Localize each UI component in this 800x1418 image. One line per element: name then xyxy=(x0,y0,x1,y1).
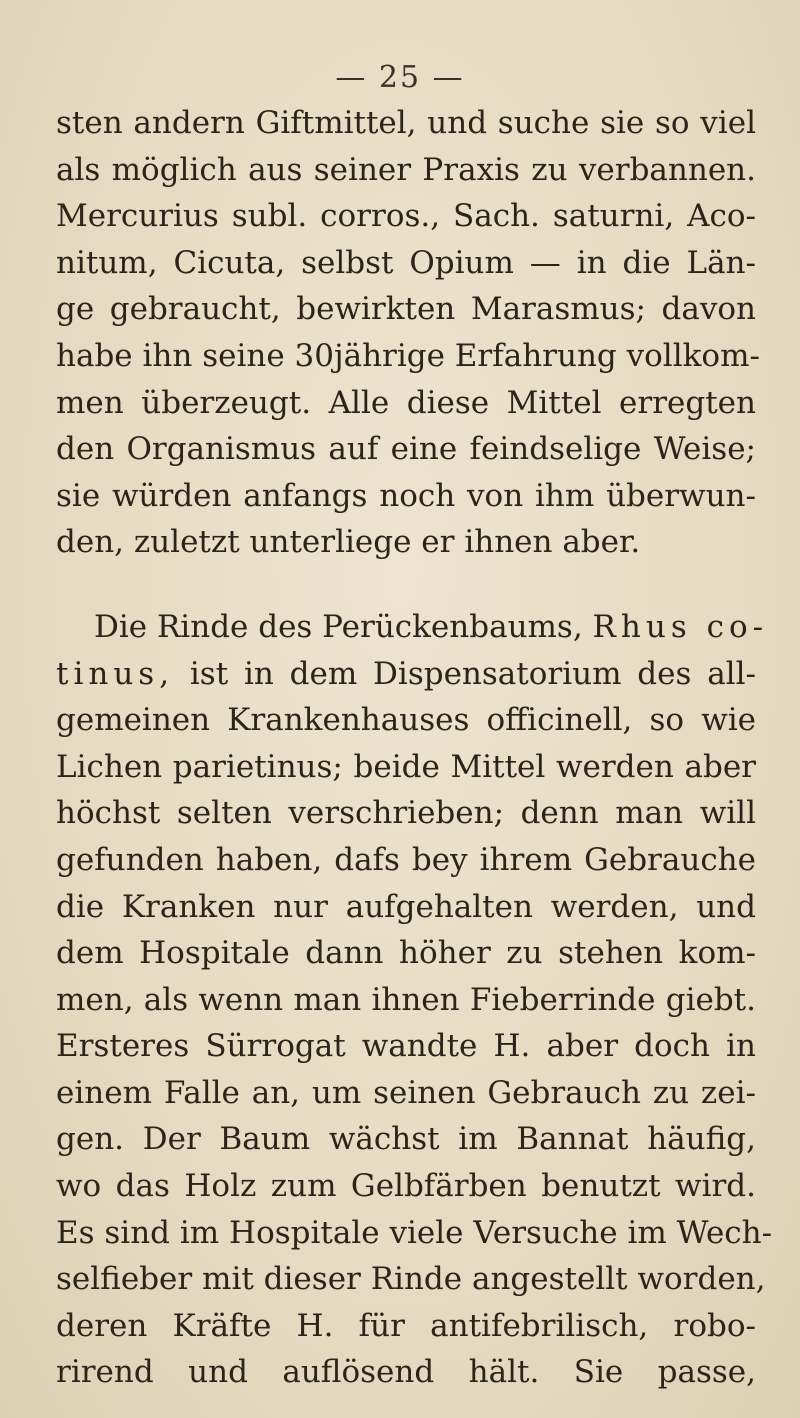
text-line: sten andern Giftmittel, und suche sie so viel xyxy=(56,105,756,141)
text-line: Lichen parietinus; beide Mittel werden aber xyxy=(56,748,756,785)
paragraph-gap xyxy=(56,566,756,604)
text-line: ge gebraucht, bewirkten Marasmus; davon xyxy=(56,291,756,328)
text-line: Ersteres Sürrogat wandte H. aber doch in xyxy=(56,1028,756,1065)
text-line xyxy=(56,651,756,698)
species-name: tinus, xyxy=(56,655,175,692)
text-run: ist in dem Dispensatorium des all- xyxy=(174,655,756,692)
text-line: gefunden haben, dafs bey ihrem Gebrauche xyxy=(56,841,756,878)
text-line: selfieber mit dieser Rinde angestellt worden, xyxy=(56,1261,766,1298)
text-line: gen. Der Baum wächst im Bannat häufig, xyxy=(56,1121,756,1158)
body-text xyxy=(56,100,773,1396)
text-line: nitum, Cicuta, selbst Opium — in die Län- xyxy=(56,244,756,281)
text-line: Mercurius subl. corros., Sach. saturni, Aco- xyxy=(56,198,756,235)
text-line: den, zuletzt unterliege er ihnen aber. xyxy=(56,524,641,561)
text-line: den Organismus auf eine feindselige Weise; xyxy=(56,431,756,468)
text-line: einem Falle an, um seinen Gebrauch zu zei- xyxy=(56,1074,756,1111)
text-line xyxy=(56,604,769,651)
text-line: Es sind im Hospitale viele Versuche im Wech- xyxy=(56,1214,773,1251)
text-run: Die Rinde des Perückenbaums, xyxy=(94,608,593,645)
text-line: wo das Holz zum Gelbfärben benutzt wird. xyxy=(56,1168,756,1205)
page-number: — 25 — xyxy=(335,60,465,95)
text-line: gemeinen Krankenhauses officinell, so wie xyxy=(56,702,756,739)
text-line: sie würden anfangs noch von ihm überwun- xyxy=(56,477,756,514)
text-line: dem Hospitale dann höher zu stehen kom- xyxy=(56,935,756,972)
text-line: men, als wenn man ihnen Fieberrinde giebt. xyxy=(56,981,756,1018)
text-line: habe ihn seine 30jährige Erfahrung vollkom- xyxy=(56,337,760,374)
paragraph-1 xyxy=(56,100,760,566)
text-line: die Kranken nur aufgehalten werden, und xyxy=(56,888,756,925)
paragraph-2 xyxy=(56,604,773,1396)
text-line: rirend und auflösend hält. Sie passe, xyxy=(56,1354,756,1391)
species-name: Rhus co- xyxy=(592,608,769,645)
text-line: höchst selten verschrieben; denn man will xyxy=(56,795,756,832)
text-line: deren Kräfte H. für antifebrilisch, robo- xyxy=(56,1307,756,1344)
text-line: men überzeugt. Alle diese Mittel erregten xyxy=(56,384,756,421)
text-line: als möglich aus seiner Praxis zu verbannen. xyxy=(56,151,756,188)
